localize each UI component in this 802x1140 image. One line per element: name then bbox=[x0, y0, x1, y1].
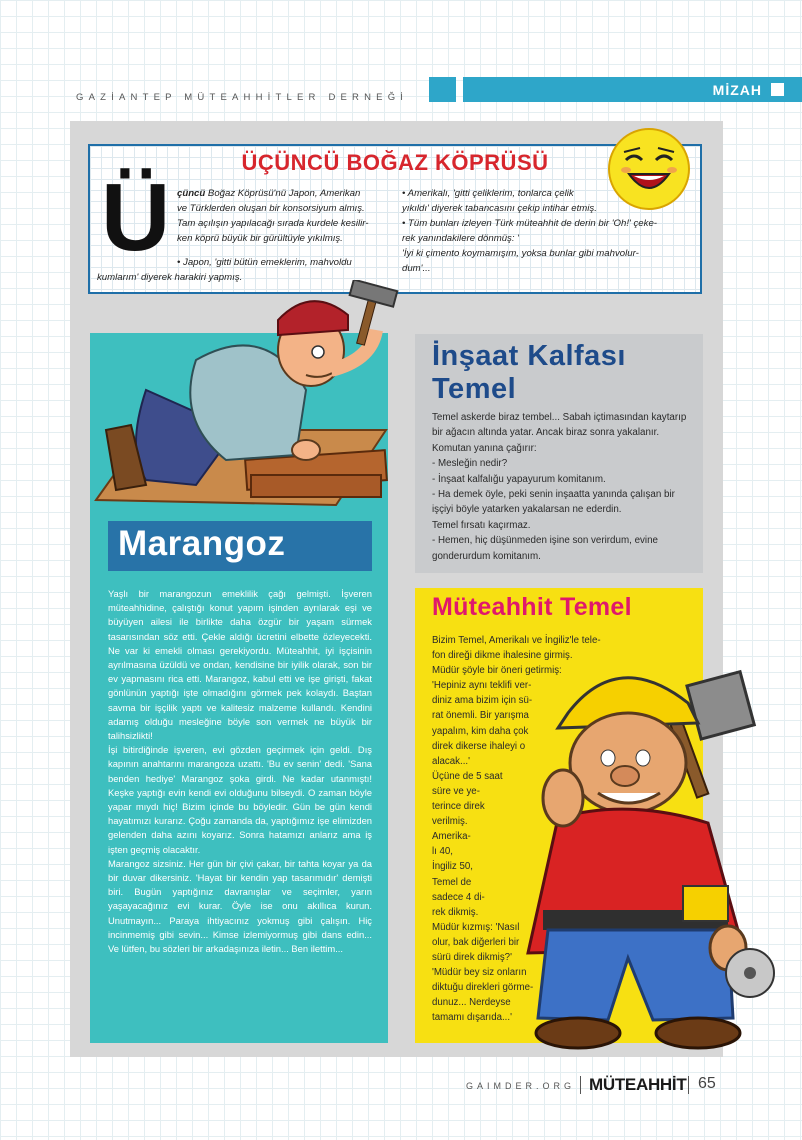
text-line: Müdür şöyle bir öneri getirmiş: bbox=[432, 665, 562, 677]
section-label: MİZAH bbox=[712, 82, 762, 98]
paragraph: Yaşlı bir marangozun emeklilik çağı gelmişti. İşveren müteahhidine, çalıştığı konut yapım işinden ayrılarak eşi ve büyüyen ailesi ile birlikte daha özgür bir yaşam sürmek tasarısından söz etti. Çekle aldığı ücretini elbette özleyecekti. Ne var ki emekli olması gerekiyordu. Müteahhit, iyi işçisinin ayrılmasına üzüldü ve ondan, kendisine bir iyilik olarak, son bir ev yapmasını rica etti. Marangoz, kabul etti ve işe girişti, fakat gönlünün yaptığı işte olmadığını görmek pek kolaydı. Baştan savma bir işçilik yaptı ve kalitesiz malzeme kullandı. Kendini adamış olduğu mesleğine böyle son vermek ne büyük bir talihsizlikti! bbox=[108, 588, 372, 742]
story-line: dum'... bbox=[402, 263, 431, 274]
text-line: alacak...' bbox=[432, 755, 470, 767]
story-line: çüncü Boğaz Köprüsü'nü Japon, Amerikan bbox=[177, 188, 361, 199]
drop-cap: Ü bbox=[101, 164, 171, 271]
section-square-icon bbox=[771, 83, 784, 96]
text-line: rat önemli. Bir yarışma bbox=[432, 710, 529, 722]
header-organization: GAZİANTEP MÜTEAHHİTLER DERNEĞİ bbox=[76, 92, 409, 103]
story-line: rek yanındakilere dönmüş: ' bbox=[402, 233, 520, 244]
top-story-column-1 bbox=[97, 186, 397, 285]
text-line: lı 40, bbox=[432, 846, 454, 858]
footer-divider bbox=[580, 1076, 581, 1094]
paragraph: Marangoz sizsiniz. Her gün bir çivi çakar, bir tahta koyar ya da bir duvar dikersiniz. 'Hayat bir kendin yap tasarımıdır' demişti biri. Bugün yaptığınız davranışlar ve seçimler, yarın yaşayacağınız evi kurar. Öyle ise onu akıllıca kurun. Unutmayın... Paraya ihtiyacınız yokmuş gibi çalışın. Hiç incinmemiş gibi sevin... Kimse izlemiyormuş gibi dans edin... Ve lütfen, bu sözleri bir arkadaşınıza iletin... Ben ilettim... bbox=[108, 857, 372, 955]
story-line: ken köprü büyük bir gürültüyle yıkılmış. bbox=[177, 233, 343, 244]
paragraph: Temel askerde biraz tembel... Sabah içtimasından kaytarıp bir ağacın altında yatar. Ancak biraz sonra yakalanır. Komutan yanına çağırır: bbox=[432, 412, 687, 454]
story-line: 'İyi ki çimento koymamışım, yoksa bunlar gibi mahvolur- bbox=[402, 248, 639, 259]
temel-body bbox=[432, 633, 601, 1025]
marangoz-body bbox=[108, 587, 372, 956]
story-line: • Amerikalı, 'gitti çeliklerim, tonlarca çelik bbox=[402, 188, 574, 199]
story-line: yıkıldı' diyerek tabancasını çekip intihar etmiş. bbox=[402, 203, 597, 214]
text-line: fon direği dikme ihalesine girmiş. bbox=[432, 650, 573, 662]
text-line: Temel de bbox=[432, 876, 472, 888]
text-line: Amerika- bbox=[432, 831, 471, 843]
top-story-title: ÜÇÜNCÜ BOĞAZ KÖPRÜSÜ bbox=[241, 150, 549, 175]
text-line: Müdür kızmış: 'Nasıl bbox=[432, 921, 520, 933]
text-line: direk dikerse ihaleyi o bbox=[432, 740, 526, 752]
carpenter-illustration bbox=[86, 280, 406, 520]
kalfa-title-line: İnşaat Kalfası bbox=[432, 340, 626, 372]
text-line: yapalım, kim daha çok bbox=[432, 725, 529, 737]
text-line: diktuğu direkleri görme- bbox=[432, 982, 534, 994]
text-line: terince direk bbox=[432, 801, 485, 813]
paragraph: Temel fırsatı kaçırmaz. bbox=[432, 519, 531, 531]
paragraph: - Hemen, hiç düşünmeden işine son verirdum, evine gonderurdum komitanım. bbox=[432, 535, 658, 562]
story-line-rest: Boğaz Köprüsü'nü Japon, Amerikan bbox=[205, 188, 361, 199]
text-line: verilmiş. bbox=[432, 816, 468, 828]
text-line: rek dikmiş. bbox=[432, 906, 479, 918]
text-line: tamamı dışarıda...' bbox=[432, 1012, 512, 1024]
story-line: Tam açılışın yapılacağı sırada kurdele kesilir- bbox=[177, 218, 369, 229]
text-line: sürü direk dikmiş?' bbox=[432, 951, 512, 963]
footer-divider bbox=[688, 1076, 689, 1094]
footer-brand: MÜTEAHHİT bbox=[589, 1075, 687, 1094]
text-line: İngiliz 50, bbox=[432, 861, 473, 873]
paragraph: İşi bitirdiğinde işveren, evi gözden geçirmek için geldi. Dış kapının anahtarını marangoza uzattı. 'Bu ev senin' dedi. 'Sana benden hediye' Marangoz şoka girdi. Ne kadar utanmıştı! Keşke yaptığı evin kendi evi olduğunu bilseydi. O zaman böyle yapar mıydı hiç! Bizim içinde bu böyledir. Gün be gün kendi hayatımızı kurarız. Çoğu zamanda da, yaptığımız işe elimizden gelenden daha azını koyarız. Sonra hatamızı anlarız ama iş işten geçmiş olacaktır. bbox=[108, 744, 372, 855]
text-line: diniz ama bizim için sü- bbox=[432, 695, 533, 707]
smiley-face-icon bbox=[604, 124, 694, 214]
text-line: dunuz... Nerdeyse bbox=[432, 997, 511, 1009]
header-accent-block bbox=[429, 77, 456, 102]
kalfa-title bbox=[432, 340, 626, 406]
marangoz-title: Marangoz bbox=[118, 524, 286, 563]
story-line: ve Türklerden oluşan bir konsorsiyum almış. bbox=[177, 203, 365, 214]
text-line: Üçüne de 5 saat bbox=[432, 770, 503, 782]
story-line: • Japon, 'gitti bütün emeklerim, mahvoldu bbox=[177, 257, 352, 268]
text-line: sadece 4 di- bbox=[432, 891, 485, 903]
text-line: 'Hepiniz aynı teklifi ver- bbox=[432, 680, 532, 692]
paragraph: - İnşaat kalfalığu yapayurum komitanım. bbox=[432, 473, 606, 485]
text-line: süre ve ye- bbox=[432, 785, 480, 797]
kalfa-title-line: Temel bbox=[432, 373, 517, 405]
text-line: olur, bak diğerleri bir bbox=[432, 936, 520, 948]
story-line: kumlarım' diyerek harakiri yapmış. bbox=[97, 272, 243, 283]
text-line: Bizim Temel, Amerikalı ve İngiliz'le tele- bbox=[432, 635, 601, 646]
kalfa-body bbox=[432, 410, 690, 564]
text-line: 'Müdür bey siz onların bbox=[432, 967, 527, 979]
paragraph: - Ha demek öyle, peki senin inşaatta yanında çalışan bir işçiyi böyle yatarken yakalarsan ne ederdin. bbox=[432, 489, 675, 516]
paragraph: - Mesleğin nedir? bbox=[432, 458, 508, 470]
story-line: • Tüm bunları izleyen Türk müteahhit de derin bir 'Oh!' çeke- bbox=[402, 218, 657, 229]
footer-website[interactable]: GAIMDER.ORG bbox=[466, 1081, 576, 1091]
page-number: 65 bbox=[698, 1075, 716, 1092]
temel-title: Müteahhit Temel bbox=[432, 593, 632, 621]
